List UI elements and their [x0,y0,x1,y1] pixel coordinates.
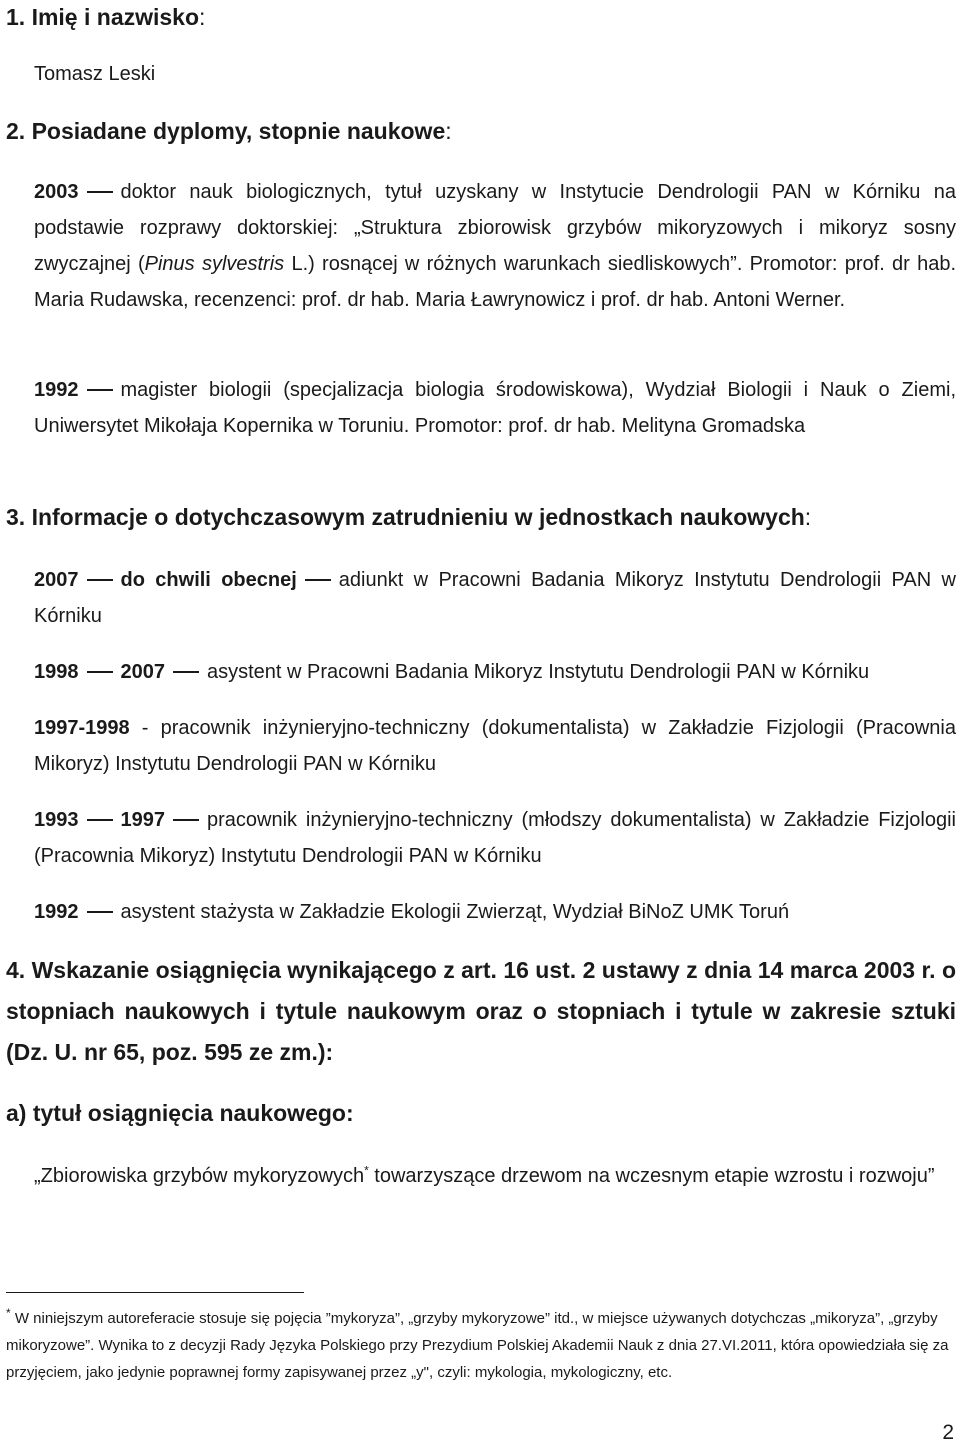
em-dash [87,671,113,673]
footnote: * W niniejszym autoreferacie stosuje się pojęcia ”mykoryza”, „grzyby mykoryzowe” itd., w miejsce używanych dotychczas „mikoryza”, „grzyby mikoryzowe”. Wynika to z decyzji Rady Języka Polskiego przy Prezydium Polskiej Akademii Nauk z dnia 27.VI.2011, która opowiedziała się za przyjęciem, jako jedynie poprawnej formy zapisywanej przez „y", czyli: mykologia, mykologiczny, etc. [6,1306,949,1381]
em-dash [173,671,199,673]
em-dash [87,819,113,821]
employment-entry-2007: 2007 do chwili obecnej adiunkt w Pracowni Badania Mikoryz Instytutu Dendrologii PAN w Kórniku [34,569,956,627]
employment-entry-1998: 1998 2007 asystent w Pracowni Badania Mikoryz Instytutu Dendrologii PAN w Kórniku [34,661,870,683]
em-dash [305,579,331,581]
footnote-separator [6,1292,304,1293]
em-dash [87,579,113,581]
section-2-heading: 2. Posiadane dyplomy, stopnie naukowe: [6,118,452,144]
section-1-heading: 1. Imię i nazwisko: [6,4,206,30]
em-dash [87,191,113,193]
employment-entry-1992: 1992 asystent stażysta w Zakładzie Ekologii Zwierząt, Wydział BiNoZ UMK Toruń [34,901,790,923]
em-dash [87,389,113,391]
section-4-heading: 4. Wskazanie osiągnięcia wynikającego z art. 16 ust. 2 ustawy z dnia 14 marca 2003 r. o stopniach naukowych i tytule naukowym oraz o stopniach i tytule w zakresie sztuki (Dz. U. nr 65, poz. 595 ze zm.): [6,957,956,1065]
employment-entry-1997: 1997-1998 - pracownik inżynieryjno-techniczny (dokumentalista) w Zakładzie Fizjologii (Pracownia Mikoryz) Instytutu Dendrologii PAN w Kórniku [34,717,956,775]
achievement-title: „Zbiorowiska grzybów mykoryzowych* towarzyszące drzewom na wczesnym etapie wzrostu i rozwoju” [34,1163,935,1187]
diploma-entry-1992: 1992 magister biologii (specjalizacja biologia środowiskowa), Wydział Biologii i Nauk o Ziemi, Uniwersytet Mikołaja Kopernika w Toruniu. Promotor: prof. dr hab. Melityna Gromadska [34,379,956,437]
em-dash [87,911,113,913]
employment-entry-1993: 1993 1997 pracownik inżynieryjno-techniczny (młodszy dokumentalista) w Zakładzie Fizjologii (Pracownia Mikoryz) Instytutu Dendrologii PAN w Kórniku [34,809,956,867]
diploma-entry-2003: 2003 doktor nauk biologicznych, tytuł uzyskany w Instytucie Dendrologii PAN w Kórniku na podstawie rozprawy doktorskiej: „Struktura zbiorowisk grzybów mikoryzowych i mikoryz sosny zwyczajnej (Pinus sylvestris L.) rosnącej w różnych warunkach siedliskowych”. Promotor: prof. dr hab. Maria Rudawska, recenzenci: prof. dr hab. Maria Ławrynowicz i prof. dr hab. Antoni Werner. [34,181,957,311]
section-3-heading: 3. Informacje o dotychczasowym zatrudnieniu w jednostkach naukowych: [6,504,812,530]
page-number: 2 [942,1421,954,1444]
achievement-subheading: a) tytuł osiągnięcia naukowego: [6,1100,354,1126]
em-dash [173,819,199,821]
person-name: Tomasz Leski [34,63,156,85]
